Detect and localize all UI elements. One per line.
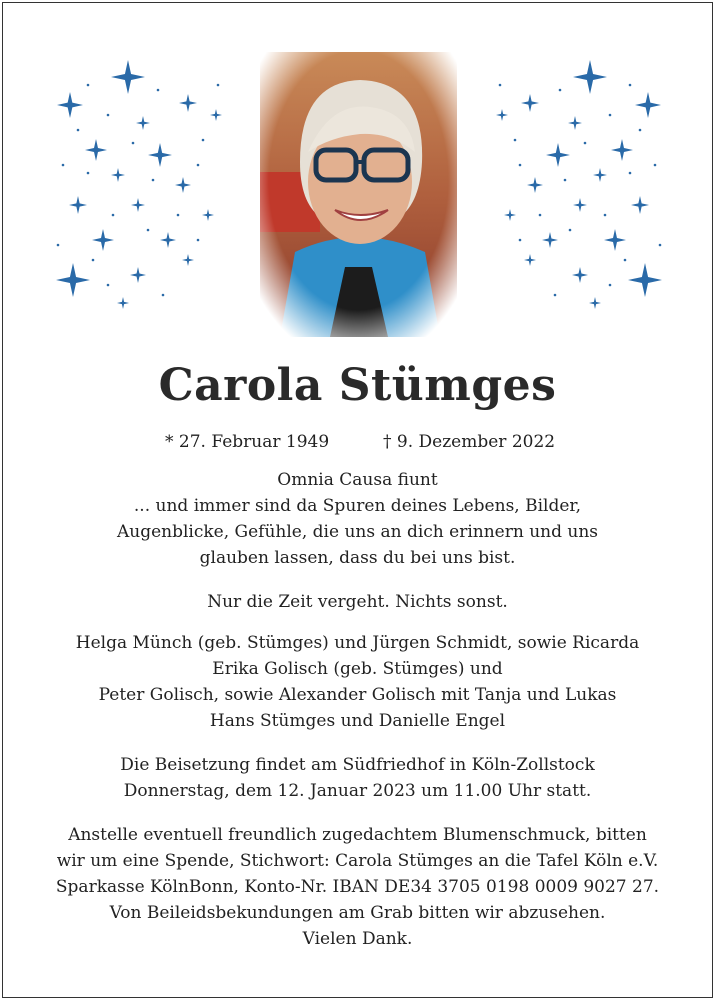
sparkle-star-icon bbox=[524, 254, 536, 266]
sparkle-dot bbox=[87, 84, 90, 87]
sparkle-dot bbox=[514, 139, 517, 142]
sparkle-dot bbox=[519, 239, 522, 242]
funeral-block bbox=[30, 752, 685, 804]
sparkle-star-icon bbox=[504, 209, 516, 221]
sparkle-star-icon bbox=[573, 60, 607, 94]
sparkle-dot bbox=[112, 214, 115, 217]
donation-line: Von Beileidsbekundungen am Grab bitten wir abzusehen. bbox=[109, 903, 606, 923]
sparkle-star-icon bbox=[130, 267, 146, 283]
sparkle-star-icon bbox=[202, 209, 214, 221]
funeral-line: Donnerstag, dem 12. Januar 2023 um 11.00 Uhr statt. bbox=[123, 781, 592, 801]
sparkle-dot bbox=[554, 294, 557, 297]
verse-line: ... und immer sind da Spuren deines Lebens, Bilder, bbox=[133, 496, 582, 516]
sparkle-star-icon bbox=[117, 297, 129, 309]
birth-date: * 27. Februar 1949 bbox=[165, 432, 330, 452]
mourner-line: Hans Stümges und Danielle Engel bbox=[209, 711, 506, 731]
donation-line: Vielen Dank. bbox=[302, 929, 413, 949]
sparkle-star-icon bbox=[179, 94, 197, 112]
verse-line: glauben lassen, dass du bei uns bist. bbox=[199, 548, 516, 568]
sparkle-dot bbox=[539, 214, 542, 217]
sparkle-dot bbox=[87, 172, 90, 175]
sparkle-star-icon bbox=[111, 168, 125, 182]
mourner-line: Helga Münch (geb. Stümges) und Jürgen Schmidt, sowie Ricarda bbox=[75, 633, 640, 653]
sparkle-dot bbox=[177, 214, 180, 217]
sparkle-star-icon bbox=[542, 232, 558, 248]
sparkle-star-icon bbox=[111, 60, 145, 94]
sparkle-dot bbox=[217, 84, 220, 87]
sparkle-star-icon bbox=[56, 263, 90, 297]
sparkle-star-icon bbox=[92, 229, 114, 251]
sparkle-dot bbox=[157, 89, 160, 92]
sparkle-dot bbox=[197, 164, 200, 167]
sparkle-star-icon bbox=[69, 196, 87, 214]
sparkle-star-icon bbox=[573, 198, 587, 212]
sparkle-dot bbox=[152, 179, 155, 182]
sparkle-dot bbox=[107, 114, 110, 117]
sparkle-dot bbox=[202, 139, 205, 142]
sparkle-star-icon bbox=[160, 232, 176, 248]
sparkle-dot bbox=[519, 164, 522, 167]
sparkle-dot bbox=[659, 244, 662, 247]
left-star-cluster bbox=[48, 55, 248, 315]
sparkle-dot bbox=[132, 142, 135, 145]
sparkle-dot bbox=[162, 294, 165, 297]
sparkle-star-icon bbox=[604, 229, 626, 251]
sparkle-dot bbox=[197, 239, 200, 242]
sparkle-star-icon bbox=[131, 198, 145, 212]
verse-line: Augenblicke, Gefühle, die uns an dich erinnern und uns bbox=[116, 522, 599, 542]
sparkle-star-icon bbox=[593, 168, 607, 182]
sparkle-star-icon bbox=[496, 109, 508, 121]
mourner-line: Erika Golisch (geb. Stümges) und bbox=[212, 659, 503, 679]
sparkle-star-icon bbox=[182, 254, 194, 266]
donation-line: Anstelle eventuell freundlich zugedachtem Blumenschmuck, bitten bbox=[68, 825, 647, 845]
sparkle-star-icon bbox=[631, 196, 649, 214]
donation-line: wir um eine Spende, Stichwort: Carola Stümges an die Tafel Köln e.V. bbox=[56, 851, 659, 871]
sparkle-dot bbox=[629, 172, 632, 175]
verse-line: Omnia Causa fiunt bbox=[277, 470, 438, 490]
mourner-line: Peter Golisch, sowie Alexander Golisch mit Tanja und Lukas bbox=[98, 685, 617, 705]
sparkle-star-icon bbox=[136, 116, 150, 130]
mourners-block bbox=[30, 630, 685, 734]
sparkle-star-icon bbox=[589, 297, 601, 309]
sparkle-star-icon bbox=[148, 143, 172, 167]
sparkle-star-icon bbox=[635, 92, 661, 118]
sparkle-star-icon bbox=[546, 143, 570, 167]
sparkle-dot bbox=[62, 164, 65, 167]
sparkle-dot bbox=[624, 259, 627, 262]
portrait-photo bbox=[260, 52, 457, 337]
donation-line: Sparkasse KölnBonn, Konto-Nr. IBAN DE34 3705 0198 0009 9027 27. bbox=[55, 877, 660, 897]
sparkle-star-icon bbox=[568, 116, 582, 130]
sparkle-star-icon bbox=[57, 92, 83, 118]
sparkle-dot bbox=[629, 84, 632, 87]
sparkle-star-icon bbox=[527, 177, 543, 193]
sparkle-star-icon bbox=[572, 267, 588, 283]
sparkle-star-icon bbox=[611, 139, 633, 161]
sparkle-dot bbox=[569, 229, 572, 232]
sparkle-dot bbox=[654, 164, 657, 167]
sparkle-dot bbox=[609, 284, 612, 287]
sparkle-dot bbox=[584, 142, 587, 145]
sparkle-star-icon bbox=[628, 263, 662, 297]
sparkle-dot bbox=[107, 284, 110, 287]
motto-line: Nur die Zeit vergeht. Nichts sonst. bbox=[207, 592, 508, 612]
sparkle-dot bbox=[604, 214, 607, 217]
verse-block bbox=[30, 467, 685, 571]
sparkle-dot bbox=[57, 244, 60, 247]
donation-block bbox=[30, 822, 685, 952]
death-date: † 9. Dezember 2022 bbox=[383, 432, 556, 452]
sparkle-dot bbox=[147, 229, 150, 232]
sparkle-dot bbox=[77, 129, 80, 132]
sparkle-dot bbox=[564, 179, 567, 182]
sparkle-star-icon bbox=[521, 94, 539, 112]
sparkle-dot bbox=[639, 129, 642, 132]
funeral-line: Die Beisetzung findet am Südfriedhof in Köln-Zollstock bbox=[120, 755, 595, 775]
right-star-cluster bbox=[470, 55, 670, 315]
sparkle-dot bbox=[499, 84, 502, 87]
motto-block bbox=[30, 589, 685, 615]
sparkle-dot bbox=[92, 259, 95, 262]
sparkle-star-icon bbox=[85, 139, 107, 161]
deceased-name: Carola Stümges bbox=[158, 360, 557, 411]
sparkle-star-icon bbox=[175, 177, 191, 193]
sparkle-dot bbox=[559, 89, 562, 92]
sparkle-star-icon bbox=[210, 109, 222, 121]
sparkle-dot bbox=[609, 114, 612, 117]
